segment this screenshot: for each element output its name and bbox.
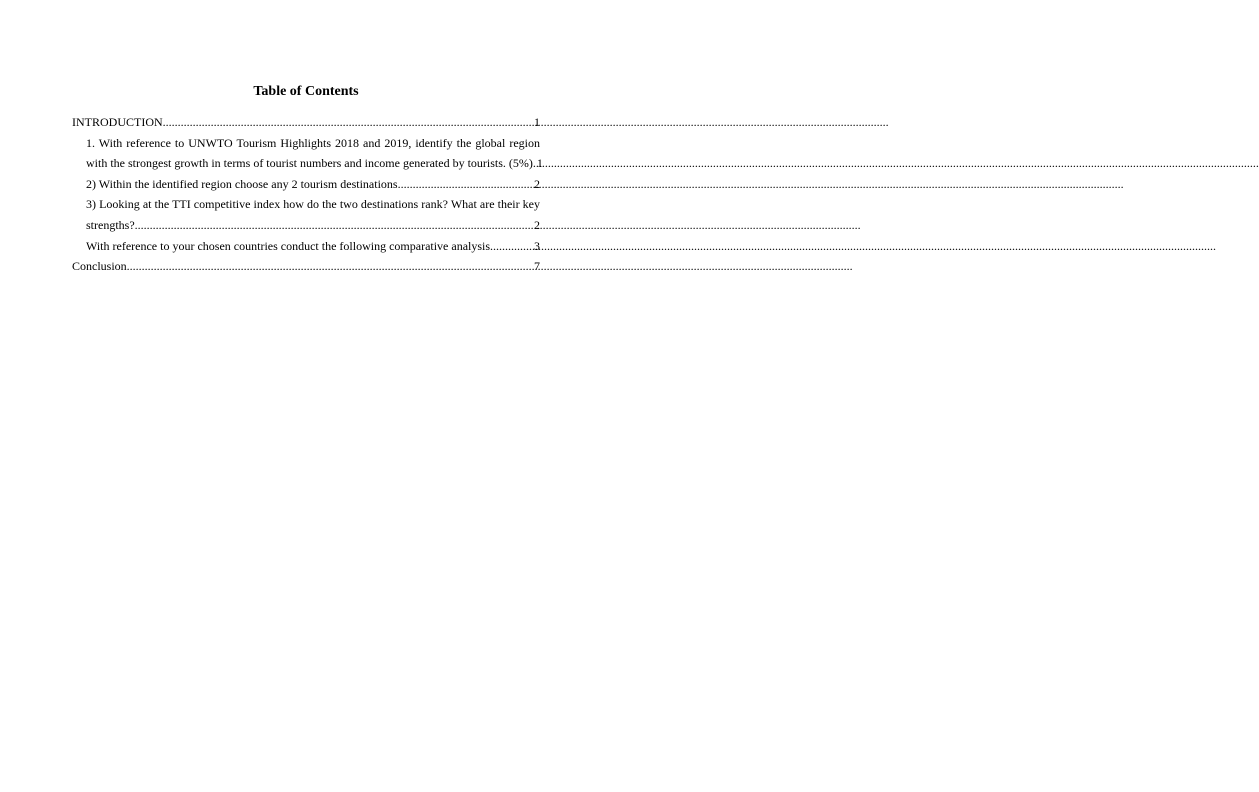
toc-page-number: 7 <box>534 259 540 274</box>
toc-dot-leader <box>163 112 534 133</box>
toc-entry-text: with the strongest growth in terms of tourist numbers and income generated by tourists. (5%) <box>86 156 533 171</box>
toc-title: Table of Contents <box>253 84 359 99</box>
toc-entry-text: INTRODUCTION <box>72 115 163 129</box>
toc-entry-text: strengths? <box>86 217 135 232</box>
toc-dot-leader <box>135 215 534 236</box>
toc-entry-line <box>86 153 543 174</box>
toc-entry-text: With reference to your chosen countries conduct the following comparative analysis <box>86 238 491 253</box>
toc-entry-text: 3) Looking at the TTI competitive index how do the two destinations rank? What are their key <box>86 197 540 212</box>
toc-entry-line <box>72 256 540 277</box>
toc-dot-leader <box>398 174 534 195</box>
toc-entry-tourism-destinations[interactable] <box>72 174 540 195</box>
toc-entry-tti-index[interactable] <box>72 194 540 235</box>
toc-entry-conclusion[interactable] <box>72 256 540 277</box>
toc-dot-leader <box>490 236 534 257</box>
toc-dot-leader <box>127 256 534 277</box>
toc-entry-line <box>86 174 540 195</box>
toc-page-number: 2 <box>534 176 540 191</box>
table-of-contents <box>72 112 543 277</box>
document-page <box>0 0 612 792</box>
toc-entry-text: Conclusion <box>72 259 127 274</box>
toc-page-number: 1 <box>534 115 540 129</box>
toc-entry-global-region[interactable] <box>72 133 543 174</box>
toc-page-number: 3 <box>534 238 540 253</box>
toc-entry-introduction[interactable] <box>72 112 540 133</box>
toc-page-number: 2 <box>534 217 540 232</box>
toc-entry-comparative-analysis[interactable] <box>72 236 540 257</box>
toc-entry-line <box>86 215 540 236</box>
toc-page-number: 1 <box>536 156 543 171</box>
toc-entry-line <box>72 112 540 133</box>
toc-entry-text: 2) Within the identified region choose any 2 tourism destinations <box>86 176 398 191</box>
toc-entry-line <box>86 236 540 257</box>
toc-entry-text: 1. With reference to UNWTO Tourism Highlights 2018 and 2019, identify the global region <box>86 135 540 150</box>
